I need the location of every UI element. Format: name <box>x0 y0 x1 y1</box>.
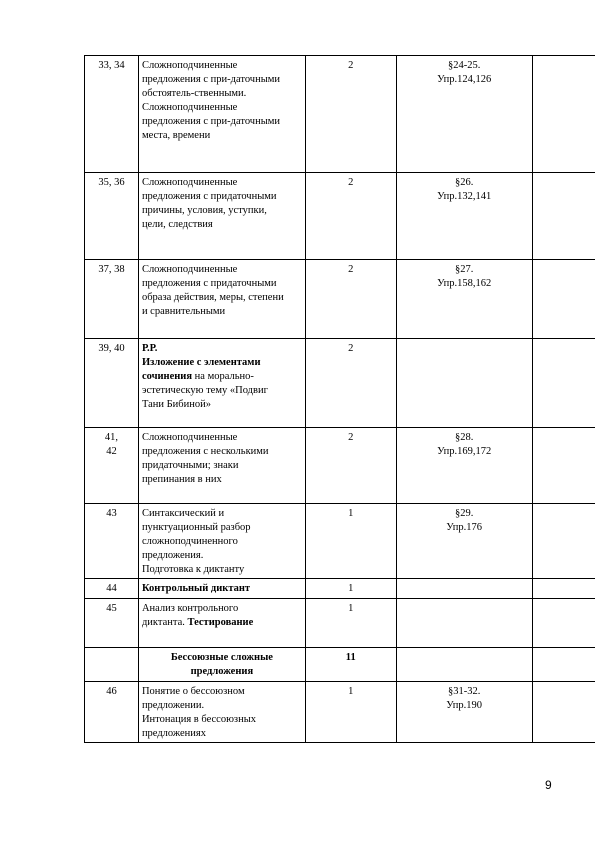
topic-bold-part: Тестирование <box>187 617 254 628</box>
lesson-number: 41, 42 <box>85 428 139 504</box>
empty-cell <box>532 260 595 339</box>
lesson-hours: 2 <box>305 56 396 173</box>
lesson-number: 33, 34 <box>85 56 139 173</box>
empty-cell <box>532 579 595 599</box>
lesson-homework <box>396 599 532 648</box>
lesson-homework <box>396 579 532 599</box>
table-row <box>85 260 595 339</box>
lesson-hours: 2 <box>305 173 396 260</box>
lesson-homework <box>396 648 532 682</box>
topic-plain-part: на морально- эстетическую тему «Подвиг Тани Бибиной» <box>141 371 268 410</box>
lesson-topic: Сложноподчиненные предложения с несколькими придаточными; знаки препинания в них <box>138 428 305 504</box>
empty-cell <box>532 428 595 504</box>
lesson-hours: 1 <box>305 504 396 579</box>
lesson-number: 46 <box>85 682 139 743</box>
lesson-homework: §29. Упр.176 <box>396 504 532 579</box>
lesson-topic: Синтаксический и пунктуационный разбор сложноподчиненного предложения. Подготовка к диктанту <box>138 504 305 579</box>
table-row <box>85 599 595 648</box>
lesson-hours: 2 <box>305 260 396 339</box>
lesson-hours: 1 <box>305 682 396 743</box>
table-row <box>85 56 595 173</box>
table-row <box>85 339 595 428</box>
lesson-number <box>85 648 139 682</box>
lesson-homework: §26. Упр.132,141 <box>396 173 532 260</box>
lesson-topic <box>138 599 305 648</box>
lesson-hours: 2 <box>305 428 396 504</box>
page-number: 9 <box>545 778 552 792</box>
lesson-number: 37, 38 <box>85 260 139 339</box>
table-row <box>85 428 595 504</box>
lesson-hours: 2 <box>305 339 396 428</box>
section-hours: 11 <box>305 648 396 682</box>
lesson-homework: §27. Упр.158,162 <box>396 260 532 339</box>
topic-bold-part: Изложение с элементами сочинения <box>141 357 261 382</box>
lesson-number: 44 <box>85 579 139 599</box>
lesson-number: 39, 40 <box>85 339 139 428</box>
lesson-number: 43 <box>85 504 139 579</box>
lesson-hours: 1 <box>305 579 396 599</box>
table-row <box>85 579 595 599</box>
topic-plain-part: Анализ контрольного диктанта. <box>141 603 239 628</box>
lesson-homework: §28. Упр.169,172 <box>396 428 532 504</box>
lesson-topic: Контрольный диктант <box>138 579 305 599</box>
table-row <box>85 682 595 743</box>
empty-cell <box>532 648 595 682</box>
lesson-number: 35, 36 <box>85 173 139 260</box>
lesson-topic: Сложноподчиненные предложения с при-даточными обстоятель-ственными. Сложноподчиненные предложения с при-даточными места, времени <box>138 56 305 173</box>
table-row <box>85 173 595 260</box>
empty-cell <box>532 173 595 260</box>
empty-cell <box>532 682 595 743</box>
lesson-number: 45 <box>85 599 139 648</box>
lesson-topic: Сложноподчиненные предложения с придаточными образа действия, меры, степени и сравнительными <box>138 260 305 339</box>
empty-cell <box>532 56 595 173</box>
lesson-homework: §31-32. Упр.190 <box>396 682 532 743</box>
empty-cell <box>532 339 595 428</box>
topic-bold-part: Р.Р. <box>141 343 158 354</box>
lesson-hours: 1 <box>305 599 396 648</box>
empty-cell <box>532 599 595 648</box>
table-row <box>85 504 595 579</box>
lesson-topic: Понятие о бессоюзном предложении. Интонация в бессоюзных предложениях <box>138 682 305 743</box>
section-header-row <box>85 648 595 682</box>
section-title: Бессоюзные сложные предложения <box>138 648 305 682</box>
lesson-homework: §24-25. Упр.124,126 <box>396 56 532 173</box>
lesson-homework <box>396 339 532 428</box>
lesson-topic <box>138 339 305 428</box>
empty-cell <box>532 504 595 579</box>
lesson-topic: Сложноподчиненные предложения с придаточными причины, условия, уступки, цели, следствия <box>138 173 305 260</box>
schedule-table <box>84 55 595 743</box>
